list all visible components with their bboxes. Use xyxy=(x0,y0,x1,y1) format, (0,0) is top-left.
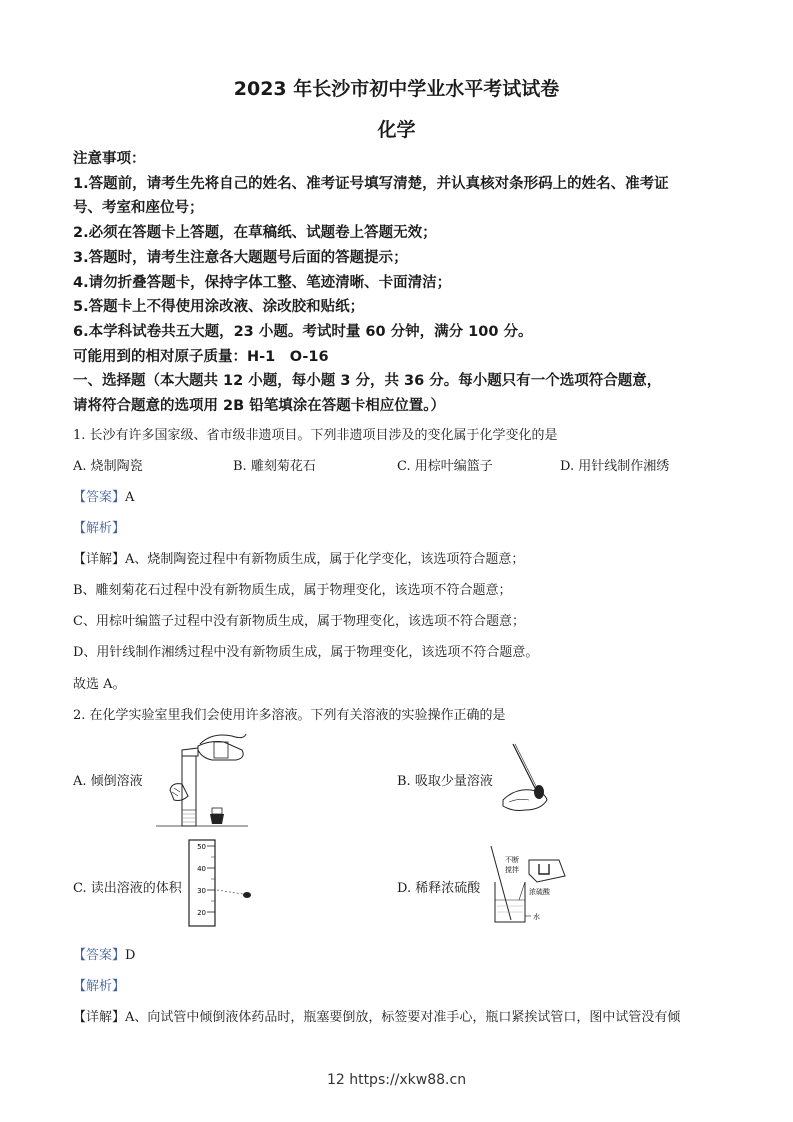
page-footer: 12 https://xkw88.cn xyxy=(326,1072,467,1088)
atomic-mass-line: 可能用到的相对原子质量：H-1 O-16 xyxy=(73,348,329,365)
answer-value: D xyxy=(125,948,136,963)
q1-conclusion: 故选 A。 xyxy=(73,677,126,692)
q2-option-d: D. 稀释浓硫酸 xyxy=(397,881,481,896)
q1-detail-b: B、雕刻菊花石过程中没有新物质生成，属于物理变化，该选项不符合题意； xyxy=(73,583,512,598)
detail-text: A、向试管中倾倒液体药品时，瓶塞要倒放，标签要对准手心，瓶口紧挨试管口，图中试管没有倾 xyxy=(125,1010,681,1025)
cylinder-mark-50: 50 xyxy=(197,843,206,851)
exam-subject: 化学 xyxy=(377,119,416,141)
note-2: 2.必须在答题卡上答题，在草稿纸、试题卷上答题无效； xyxy=(73,225,437,242)
q1-option-b: B. 雕刻菊花石 xyxy=(233,459,316,474)
stir-label: 搅拌 xyxy=(505,866,519,874)
q1-option-c: C. 用棕叶编篮子 xyxy=(397,459,493,474)
section1-heading-b: 请将符合题意的选项用 2B 铅笔填涂在答题卡相应位置。） xyxy=(73,398,445,415)
notes-heading: 注意事项： xyxy=(73,151,146,167)
q1-analysis-tag: 【解析】 xyxy=(73,521,126,536)
section1-heading-a: 一、选择题（本大题共 12 小题，每小题 3 分，共 36 分。每小题只有一个选项符合题意， xyxy=(73,373,662,390)
cylinder-mark-20: 20 xyxy=(197,909,206,917)
note-1a: 1.答题前，请考生先将自己的姓名、准考证号填写清楚，并认真核对条形码上的姓名、准考证 xyxy=(73,175,669,192)
cylinder-mark-30: 30 xyxy=(197,887,206,895)
q1-detail-d: D、用针线制作湘绣过程中没有新物质生成，属于物理变化，该选项不符合题意。 xyxy=(73,645,539,660)
q1-option-a: A. 烧制陶瓷 xyxy=(73,459,143,474)
q2-stem: 2. 在化学实验室里我们会使用许多溶液。下列有关溶液的实验操作正确的是 xyxy=(73,708,506,723)
detail-tag: 【详解】 xyxy=(73,552,126,567)
detail-tag: 【详解】 xyxy=(73,1010,126,1025)
answer-value: A xyxy=(125,490,135,505)
q2-option-a: A. 倾倒溶液 xyxy=(73,774,143,789)
cylinder-figure xyxy=(185,838,265,928)
acid-label: 浓硫酸 xyxy=(529,888,550,896)
cylinder-mark-40: 40 xyxy=(197,865,206,873)
q2-answer xyxy=(73,944,135,963)
q1-detail-a xyxy=(73,548,524,567)
answer-tag: 【答案】 xyxy=(73,490,126,505)
note-4: 4.请勿折叠答题卡，保持字体工整、笔迹清晰、卡面清洁； xyxy=(73,274,452,291)
q2-analysis-tag: 【解析】 xyxy=(73,979,126,994)
pouring-figure xyxy=(152,730,252,830)
glass-rod-label: 不断 xyxy=(505,856,519,864)
q2-detail-a xyxy=(73,1006,680,1025)
q1-answer xyxy=(73,486,134,505)
note-6: 6.本学科试卷共五大题，23 小题。考试时量 60 分钟，满分 100 分。 xyxy=(73,323,533,340)
dilution-figure xyxy=(485,842,575,928)
detail-text: A、烧制陶瓷过程中有新物质生成，属于化学变化，该选项符合题意； xyxy=(125,552,525,567)
q1-stem: 1. 长沙有许多国家级、省市级非遗项目。下列非遗项目涉及的变化属于化学变化的是 xyxy=(73,428,558,443)
notes-block xyxy=(73,147,733,419)
q2-option-c: C. 读出溶液的体积 xyxy=(73,881,182,896)
note-3: 3.答题时，请考生注意各大题题号后面的答题提示； xyxy=(73,249,408,266)
q1-option-d: D. 用针线制作湘绣 xyxy=(560,459,670,474)
water-label: 水 xyxy=(533,913,540,921)
exam-title: 2023 年长沙市初中学业水平考试试卷 xyxy=(233,78,560,100)
note-5: 5.答题卡上不得使用涂改液、涂改胶和贴纸； xyxy=(73,299,365,316)
q2-option-b: B. 吸取少量溶液 xyxy=(397,774,493,789)
dropper-figure xyxy=(495,740,555,820)
note-1b: 号、考室和座位号； xyxy=(73,200,204,217)
answer-tag: 【答案】 xyxy=(73,948,126,963)
q1-detail-c: C、用棕叶编篮子过程中没有新物质生成，属于物理变化，该选项不符合题意； xyxy=(73,614,525,629)
